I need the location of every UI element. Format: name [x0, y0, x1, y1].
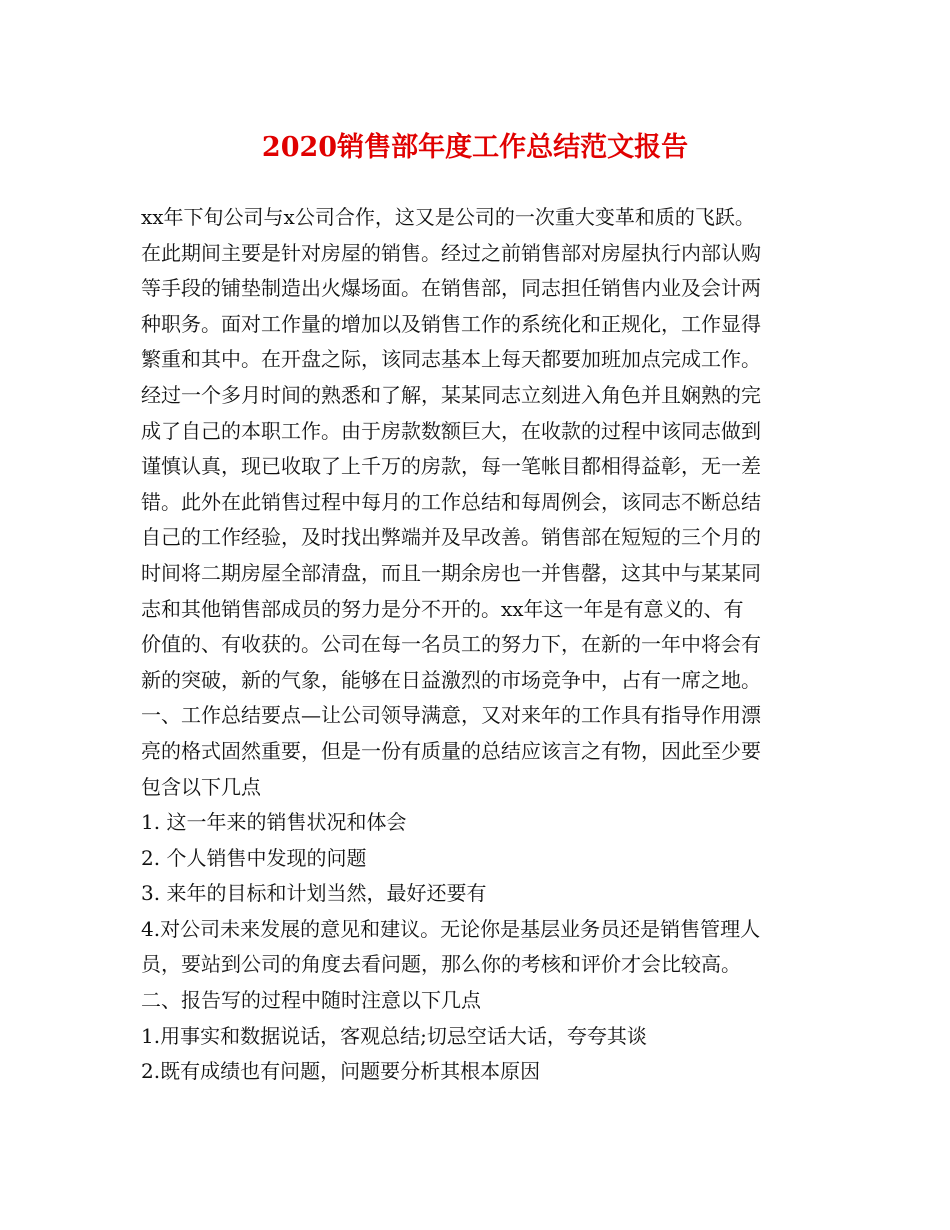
document-title: 2020销售部年度工作总结范文报告 — [261, 132, 689, 163]
document-body — [141, 200, 841, 1090]
body-line: 在此期间主要是针对房屋的销售。经过之前销售部对房屋执行内部认购 — [141, 240, 761, 265]
body-line: 经过一个多月时间的熟悉和了解，某某同志立刻进入角色并且娴熟的完 — [141, 382, 761, 407]
body-line: 繁重和其中。在开盘之际，该同志基本上每天都要加班加点完成工作。 — [141, 347, 761, 372]
body-line: 成了自己的本职工作。由于房款数额巨大，在收款的过程中该同志做到 — [141, 418, 761, 443]
body-line: 时间将二期房屋全部清盘，而且一期余房也一并售罄，这其中与某某同 — [141, 560, 761, 585]
body-line: 亮的格式固然重要，但是一份有质量的总结应该言之有物，因此至少要 — [141, 738, 761, 763]
body-line: 谨慎认真，现已收取了上千万的房款，每一笔帐目都相得益彰，无一差 — [141, 454, 761, 479]
body-line: 员，要站到公司的角度去看问题，那么你的考核和评价才会比较高。 — [141, 952, 741, 977]
list-item: 1. 这一年来的销售状况和体会 — [141, 810, 407, 835]
body-line: 志和其他销售部成员的努力是分不开的。xx年这一年是有意义的、有 — [141, 596, 744, 621]
list-item: 4.对公司未来发展的意见和建议。无论你是基层业务员还是销售管理人 — [141, 916, 761, 941]
list-item: 2.既有成绩也有问题，问题要分析其根本原因 — [141, 1059, 541, 1084]
section-heading: 一、工作总结要点—让公司领导满意，又对来年的工作具有指导作用漂 — [141, 703, 761, 728]
body-line: 新的突破，新的气象，能够在日益激烈的市场竞争中，占有一席之地。 — [141, 667, 761, 692]
body-line: 等手段的铺垫制造出火爆场面。在销售部，同志担任销售内业及会计两 — [141, 276, 761, 301]
body-line: 自己的工作经验，及时找出弊端并及早改善。销售部在短短的三个月的 — [141, 525, 761, 550]
list-item: 3. 来年的目标和计划当然，最好还要有 — [141, 881, 487, 906]
body-line: 包含以下几点 — [141, 774, 261, 799]
body-line: xx年下旬公司与x公司合作，这又是公司的一次重大变革和质的飞跃。 — [141, 205, 755, 229]
body-line: 错。此外在此销售过程中每月的工作总结和每周例会，该同志不断总结 — [141, 489, 761, 514]
body-line: 价值的、有收获的。公司在每一名员工的努力下，在新的一年中将会有 — [141, 632, 761, 657]
body-line: 种职务。面对工作量的增加以及销售工作的系统化和正规化，工作显得 — [141, 311, 761, 336]
list-item: 2. 个人销售中发现的问题 — [141, 845, 367, 870]
section-heading: 二、报告写的过程中随时注意以下几点 — [141, 988, 481, 1013]
list-item: 1.用事实和数据说话，客观总结;切忌空话大话，夸夸其谈 — [141, 1023, 647, 1048]
